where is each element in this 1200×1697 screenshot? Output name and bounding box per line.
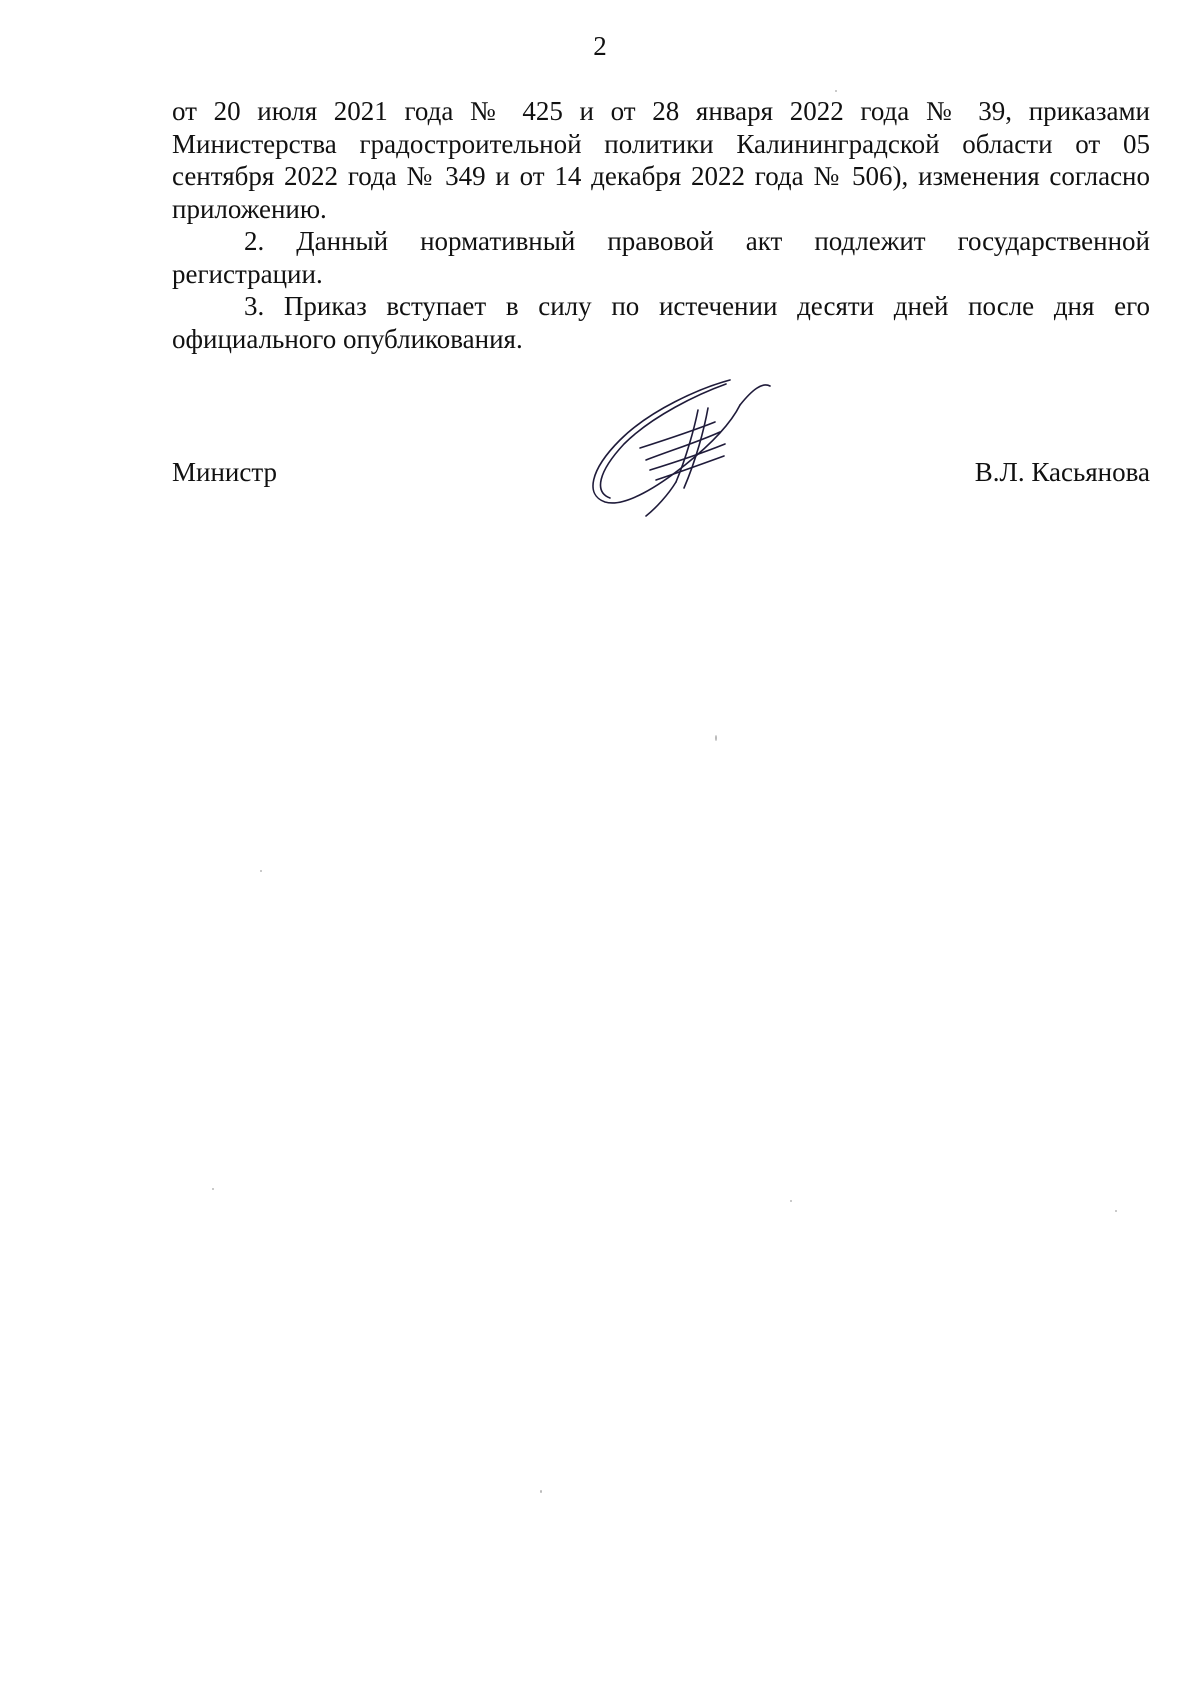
page-number: 2: [593, 31, 607, 61]
signer-position: Министр: [172, 457, 277, 487]
handwritten-signature: [580, 370, 800, 520]
scan-speck: [790, 1200, 792, 1202]
paragraph-effective-date: 3. Приказ вступает в силу по истечении десяти дней после дня его официального опубликования.: [172, 291, 1150, 354]
scan-speck: [835, 90, 837, 92]
document-body: [172, 95, 1150, 355]
scan-speck: [1115, 1210, 1117, 1212]
scan-speck: [212, 1188, 214, 1190]
scan-speck: [540, 1490, 542, 1493]
paragraph-continuation: от 20 июля 2021 года № 425 и от 28 января 2022 года № 39, приказами Министерства градостроительной политики Калининградской области от 05 сентября 2022 года № 349 и от 14 декабря 2022 года № 506), изменения согласно приложению.: [172, 96, 1150, 224]
signer-name: В.Л. Касьянова: [974, 457, 1150, 487]
scan-speck: [715, 735, 717, 741]
scan-speck: [260, 870, 262, 872]
paragraph-registration: 2. Данный нормативный правовой акт подлежит государственной регистрации.: [172, 226, 1150, 289]
